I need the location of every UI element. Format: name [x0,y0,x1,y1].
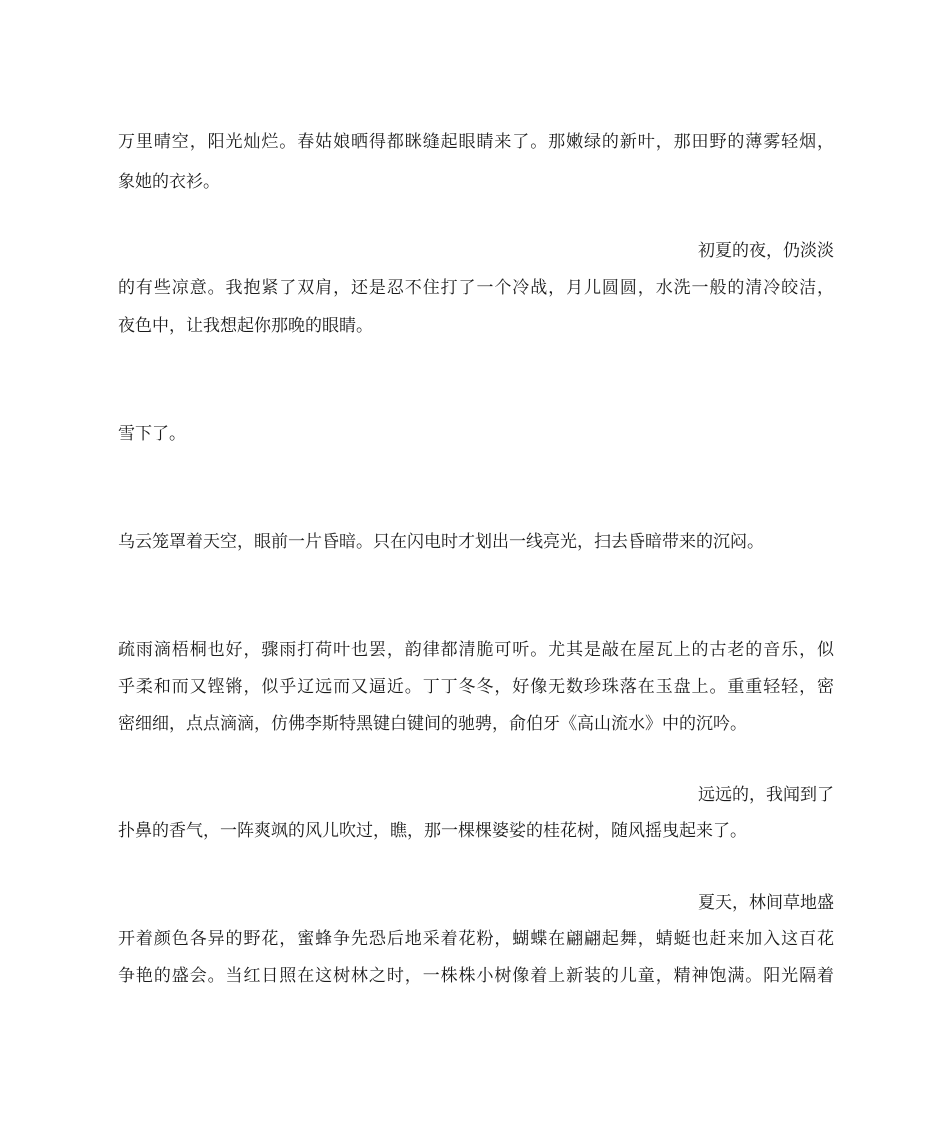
paragraph-7-line-1: 夏天，林间草地盛 [698,893,834,913]
paragraph-5-line-2: 乎柔和而又铿锵，似乎辽远而又逼近。丁丁冬冬，好像无数珍珠落在玉盘上。重重轻轻，密 [118,677,834,697]
paragraph-2-line-3: 夜色中，让我想起你那晚的眼睛。 [118,316,373,336]
paragraph-1-line-2: 象她的衣衫。 [118,172,220,192]
paragraph-1-line-1: 万里晴空，阳光灿烂。春姑娘晒得都眯缝起眼睛来了。那嫩绿的新叶，那田野的薄雾轻烟， [118,132,834,152]
paragraph-5-line-1: 疏雨滴梧桐也好，骤雨打荷叶也罢，韵律都清脆可听。尤其是敲在屋瓦上的古老的音乐，似 [118,640,834,660]
paragraph-2-line-1: 初夏的夜，仍淡淡 [698,241,834,261]
paragraph-5-line-3: 密细细，点点滴滴，仿佛李斯特黑键白键间的驰骋，俞伯牙《高山流水》中的沉吟。 [118,714,747,734]
paragraph-7-line-3: 争艳的盛会。当红日照在这树林之时，一株株小树像着上新装的儿童，精神饱满。阳光隔着 [118,966,834,986]
paragraph-7-line-2: 开着颜色各异的野花，蜜蜂争先恐后地采着花粉，蝴蝶在翩翩起舞，蜻蜓也赶来加入这百花 [118,929,834,949]
paragraph-6-line-2: 扑鼻的香气，一阵爽飒的风儿吹过，瞧，那一棵棵婆娑的桂花树，随风摇曳起来了。 [118,821,747,841]
paragraph-4-line-1: 乌云笼罩着天空，眼前一片昏暗。只在闪电时才划出一线亮光，扫去昏暗带来的沉闷。 [118,532,764,552]
paragraph-2-line-2: 的有些凉意。我抱紧了双肩，还是忍不住打了一个冷战，月儿圆圆，水洗一般的清冷皎洁， [118,278,834,298]
paragraph-3-line-1: 雪下了。 [118,424,186,444]
paragraph-6-line-1: 远远的，我闻到了 [698,785,834,805]
